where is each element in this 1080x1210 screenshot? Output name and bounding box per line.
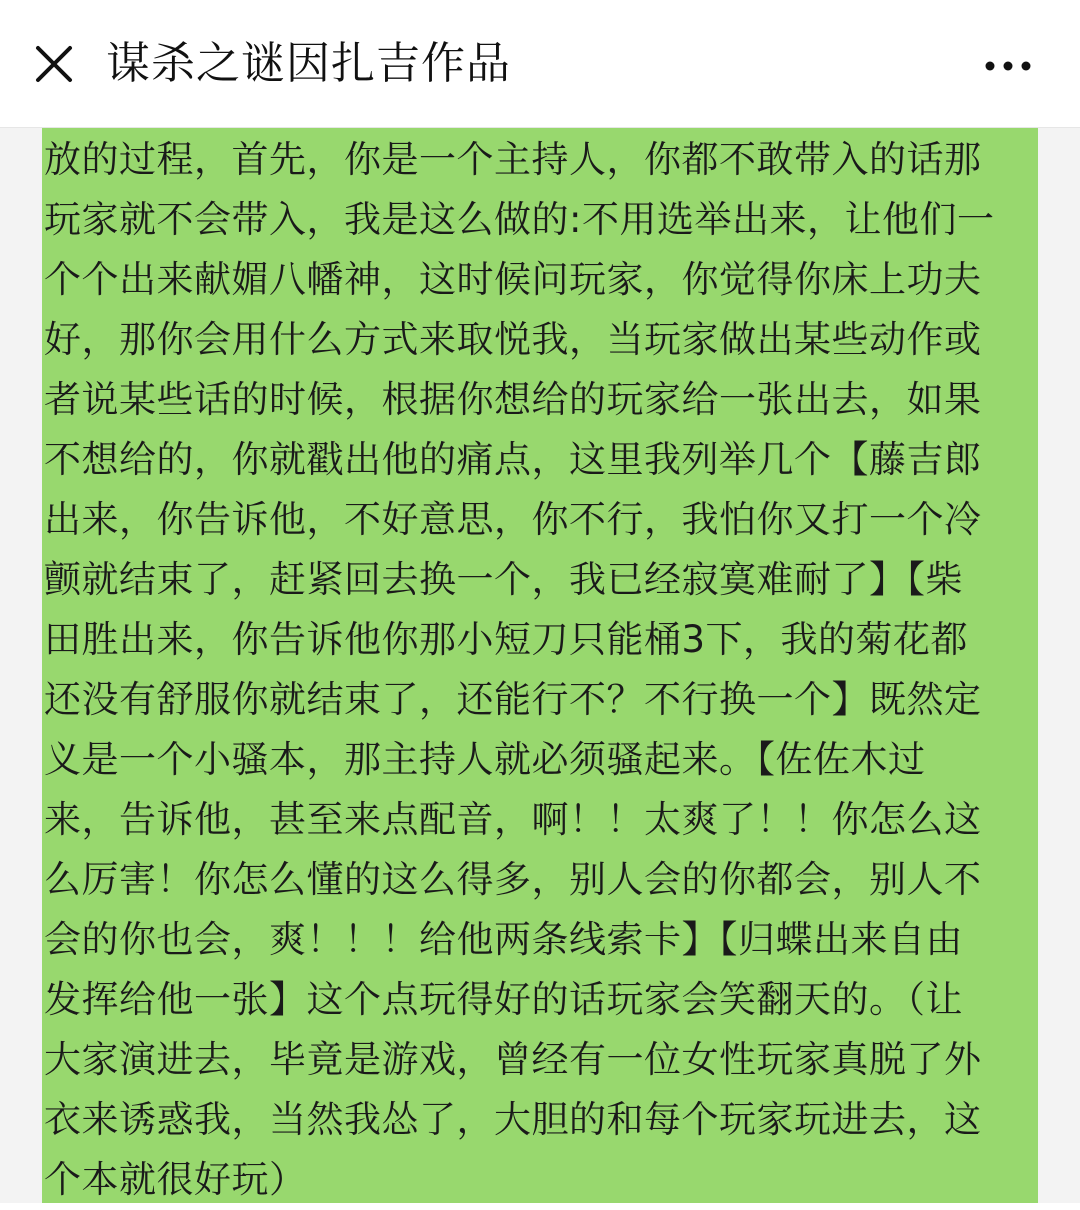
close-icon [28, 38, 80, 90]
article-line: 好，那你会用什么方式来取悦我，当玩家做出某些动作或 [44, 318, 982, 361]
article-line: 个本就很好玩） [44, 1158, 307, 1201]
more-options-button[interactable] [980, 44, 1036, 88]
more-horizontal-icon [980, 44, 1036, 88]
article-line: 放的过程，首先，你是一个主持人，你都不敢带入的话那 [44, 138, 982, 181]
article-line: 还没有舒服你就结束了，还能行不？不行换一个】既然定 [44, 678, 982, 721]
article-line: 玩家就不会带入，我是这么做的:不用选举出来，让他们一 [44, 198, 995, 241]
article-line: 个个出来献媚八幡神，这时候问玩家，你觉得你床上功夫 [44, 258, 982, 301]
right-margin [1038, 128, 1080, 1203]
page-title: 谋杀之谜因扎吉作品 [106, 38, 511, 89]
article-line: 者说某些话的时候，根据你想给的玩家给一张出去，如果 [44, 378, 982, 421]
top-navigation-bar [0, 0, 1080, 128]
article-line: 来，告诉他，甚至来点配音，啊！！太爽了！！你怎么这 [44, 798, 982, 841]
article-line: 出来，你告诉他，不好意思，你不行，我怕你又打一个冷 [44, 498, 982, 541]
left-margin [0, 128, 42, 1203]
article-line: 发挥给他一张】这个点玩得好的话玩家会笑翻天的。（让 [44, 978, 963, 1021]
article-line: 么厉害！你怎么懂的这么得多，别人会的你都会，别人不 [44, 858, 982, 901]
article-line: 大家演进去，毕竟是游戏，曾经有一位女性玩家真脱了外 [44, 1038, 982, 1081]
close-button[interactable] [28, 38, 80, 90]
article-line: 义是一个小骚本，那主持人就必须骚起来。【佐佐木过 [44, 738, 926, 781]
article-body [44, 130, 1038, 1210]
article-line: 不想给的，你就戳出他的痛点，这里我列举几个【藤吉郎 [44, 438, 982, 481]
article-line: 衣来诱惑我，当然我怂了，大胆的和每个玩家玩进去，这 [44, 1098, 982, 1141]
article-line: 颤就结束了，赶紧回去换一个，我已经寂寞难耐了】【柴 [44, 558, 963, 601]
article-line: 会的你也会，爽！！！给他两条线索卡】【归蝶出来自由 [44, 918, 963, 961]
article-line: 田胜出来，你告诉他你那小短刀只能桶3下，我的菊花都 [44, 618, 969, 661]
